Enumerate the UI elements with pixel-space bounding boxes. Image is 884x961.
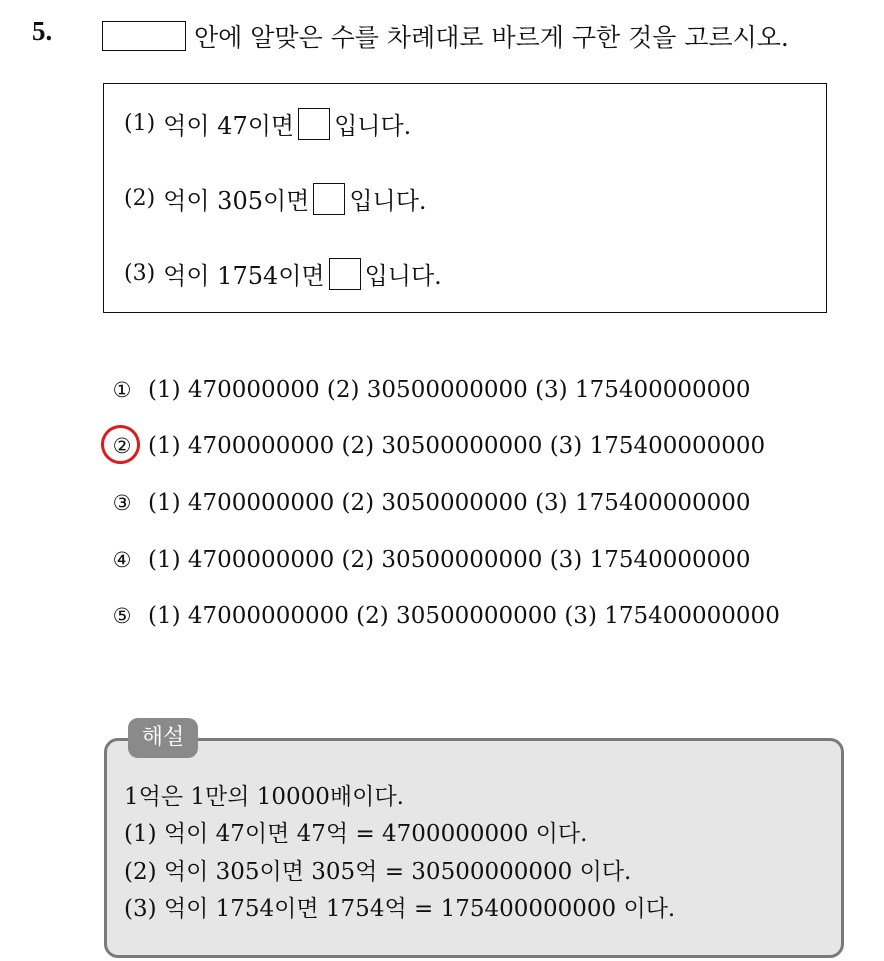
solution-line-1: 1억은 1만의 10000배이다.: [124, 784, 404, 810]
conditions-box: [103, 83, 827, 313]
choice-marker: ①: [112, 378, 132, 402]
solution-line-4: (3) 억이 1754이면 1754억 = 175400000000 이다.: [124, 896, 676, 922]
condition-suffix: 입니다.: [364, 262, 442, 290]
solution-line-3: (2) 억이 305이면 305억 = 30500000000 이다.: [124, 859, 632, 885]
selected-answer-circle: [97, 421, 143, 467]
condition-1: [124, 106, 411, 141]
choice-3[interactable]: [110, 490, 751, 516]
condition-blank-box: [329, 258, 361, 290]
question-text: 안에 알맞은 수를 차례대로 바르게 구한 것을 고르시오.: [194, 23, 789, 52]
choice-marker: ⑤: [112, 604, 132, 628]
condition-text: 억이 305이면: [163, 187, 310, 215]
choice-marker: ④: [112, 548, 132, 572]
solution-line-2: (1) 억이 47이면 47억 = 4700000000 이다.: [124, 821, 588, 847]
choice-1[interactable]: [110, 377, 751, 403]
condition-text: 억이 1754이면: [163, 262, 325, 290]
condition-suffix: 입니다.: [334, 112, 412, 140]
condition-suffix: 입니다.: [349, 187, 427, 215]
answer-blank-box: [102, 21, 186, 51]
condition-2: [124, 181, 427, 216]
choice-4[interactable]: [110, 547, 751, 573]
solution-label: 해설: [128, 718, 198, 758]
choice-marker: ③: [112, 491, 132, 515]
condition-number: (1): [124, 111, 156, 136]
question-number: 5.: [32, 16, 53, 46]
choice-text: (1) 47000000000 (2) 30500000000 (3) 175400000000: [148, 603, 780, 629]
choice-text: (1) 470000000 (2) 30500000000 (3) 175400000000: [148, 377, 751, 403]
choice-marker: ②: [110, 434, 134, 458]
condition-3: [124, 256, 442, 291]
choice-text: (1) 4700000000 (2) 30500000000 (3) 175400000000: [148, 433, 766, 459]
condition-blank-box: [313, 183, 345, 215]
solution-box: [104, 738, 844, 958]
choice-text: (1) 4700000000 (2) 30500000000 (3) 17540000000: [148, 547, 751, 573]
condition-number: (2): [124, 186, 156, 211]
condition-number: (3): [124, 261, 156, 286]
condition-text: 억이 47이면: [163, 112, 295, 140]
choice-2[interactable]: [110, 433, 765, 459]
question-text-row: [102, 18, 789, 54]
condition-blank-box: [298, 108, 330, 140]
choice-text: (1) 4700000000 (2) 3050000000 (3) 175400000000: [148, 490, 751, 516]
choice-5[interactable]: [110, 603, 780, 629]
